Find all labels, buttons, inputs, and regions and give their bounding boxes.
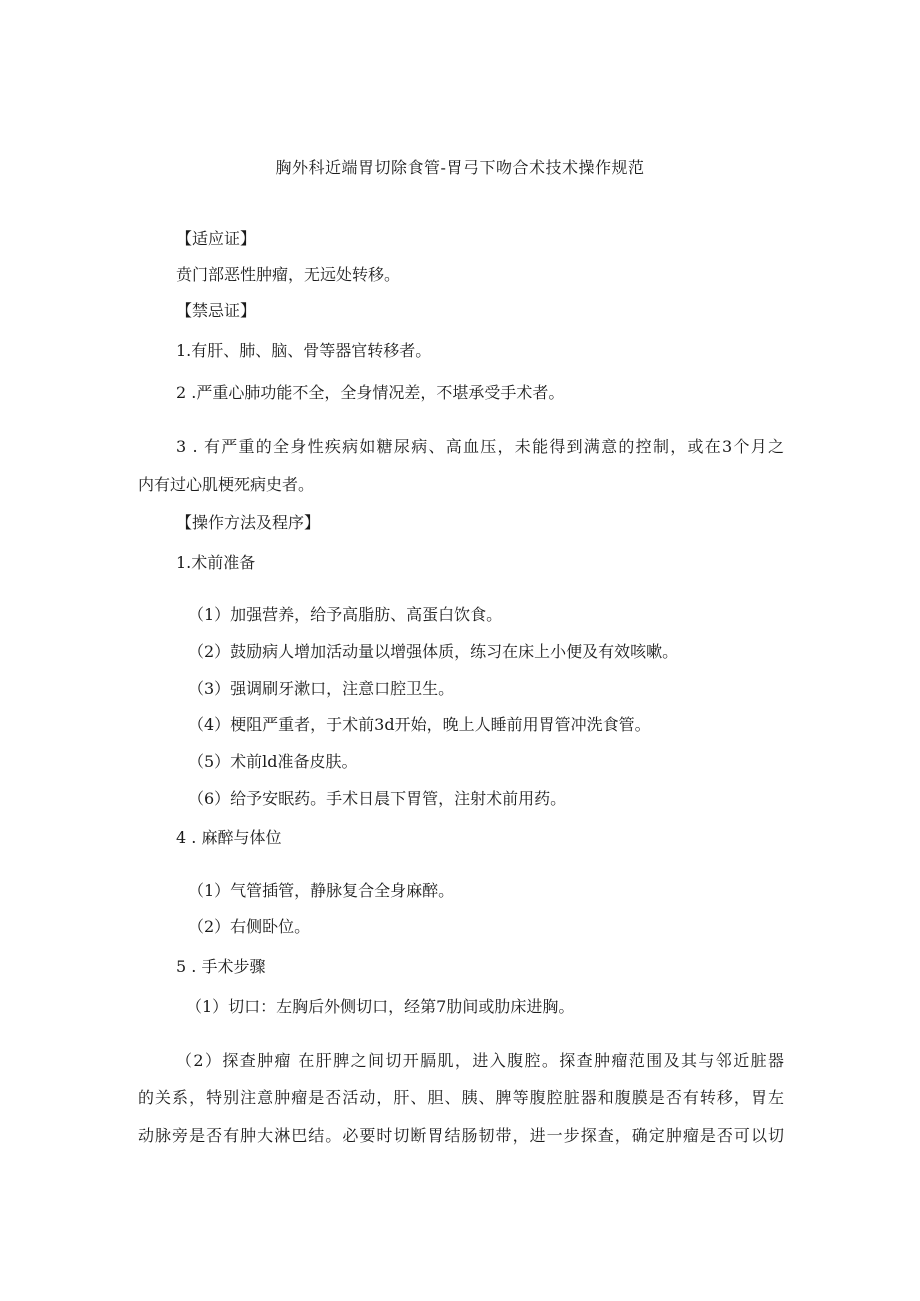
steps-item-continued: 的关系，特别注意肿瘤是否活动，肝、胆、胰、脾等腹腔脏器和腹膜是否有转移，胃左 [138,1088,784,1107]
steps-item: （1）切口：左胸后外侧切口，经第7肋间或肋床进胸。 [186,997,575,1016]
contraindication-item: 1.有肝、肺、脑、骨等器官转移者。 [176,341,432,360]
method-heading: 【操作方法及程序】 [176,513,321,532]
preop-item: （5）术前ld准备皮肤。 [188,752,358,771]
contraindication-item: 3 . 有严重的全身性疾病如糖尿病、高血压，未能得到满意的控制，或在3个月之 [176,437,784,456]
preop-item: （6）给予安眠药。手术日晨下胃管，注射术前用药。 [188,789,567,808]
anesthesia-heading: 4 . 麻醉与体位 [176,828,282,847]
indications-heading: 【适应证】 [176,229,257,248]
anesthesia-item: （1）气管插管，静脉复合全身麻醉。 [188,881,455,900]
document-title: 胸外科近端胃切除食管-胃弓下吻合术技术操作规范 [275,158,645,177]
anesthesia-item: （2）右侧卧位。 [188,917,311,936]
steps-item: （2）探查肿瘤 在肝脾之间切开膈肌，进入腹腔。探查肿瘤范围及其与邻近脏器 [176,1051,784,1070]
preop-item: （1）加强营养，给予高脂肪、高蛋白饮食。 [188,605,503,624]
contraindication-item: 2 .严重心肺功能不全，全身情况差，不堪承受手术者。 [176,383,565,402]
contraindication-item-continued: 内有过心肌梗死病史者。 [138,475,315,494]
preop-item: （4）梗阻严重者，于术前3d开始，晚上人睡前用胃管冲洗食管。 [188,715,651,734]
preop-item: （3）强调刷牙漱口，注意口腔卫生。 [188,679,455,698]
indications-text: 贲门部恶性肿瘤，无远处转移。 [176,265,401,284]
steps-heading: 5 . 手术步骤 [176,957,266,976]
preop-item: （2）鼓励病人增加活动量以增强体质，练习在床上小便及有效咳嗽。 [188,642,679,661]
preop-heading: 1.术前准备 [176,553,256,572]
steps-item-continued: 动脉旁是否有肿大淋巴结。必要时切断胃结肠韧带，进一步探查，确定肿瘤是否可以切 [138,1126,784,1145]
contraindications-heading: 【禁忌证】 [176,301,257,320]
